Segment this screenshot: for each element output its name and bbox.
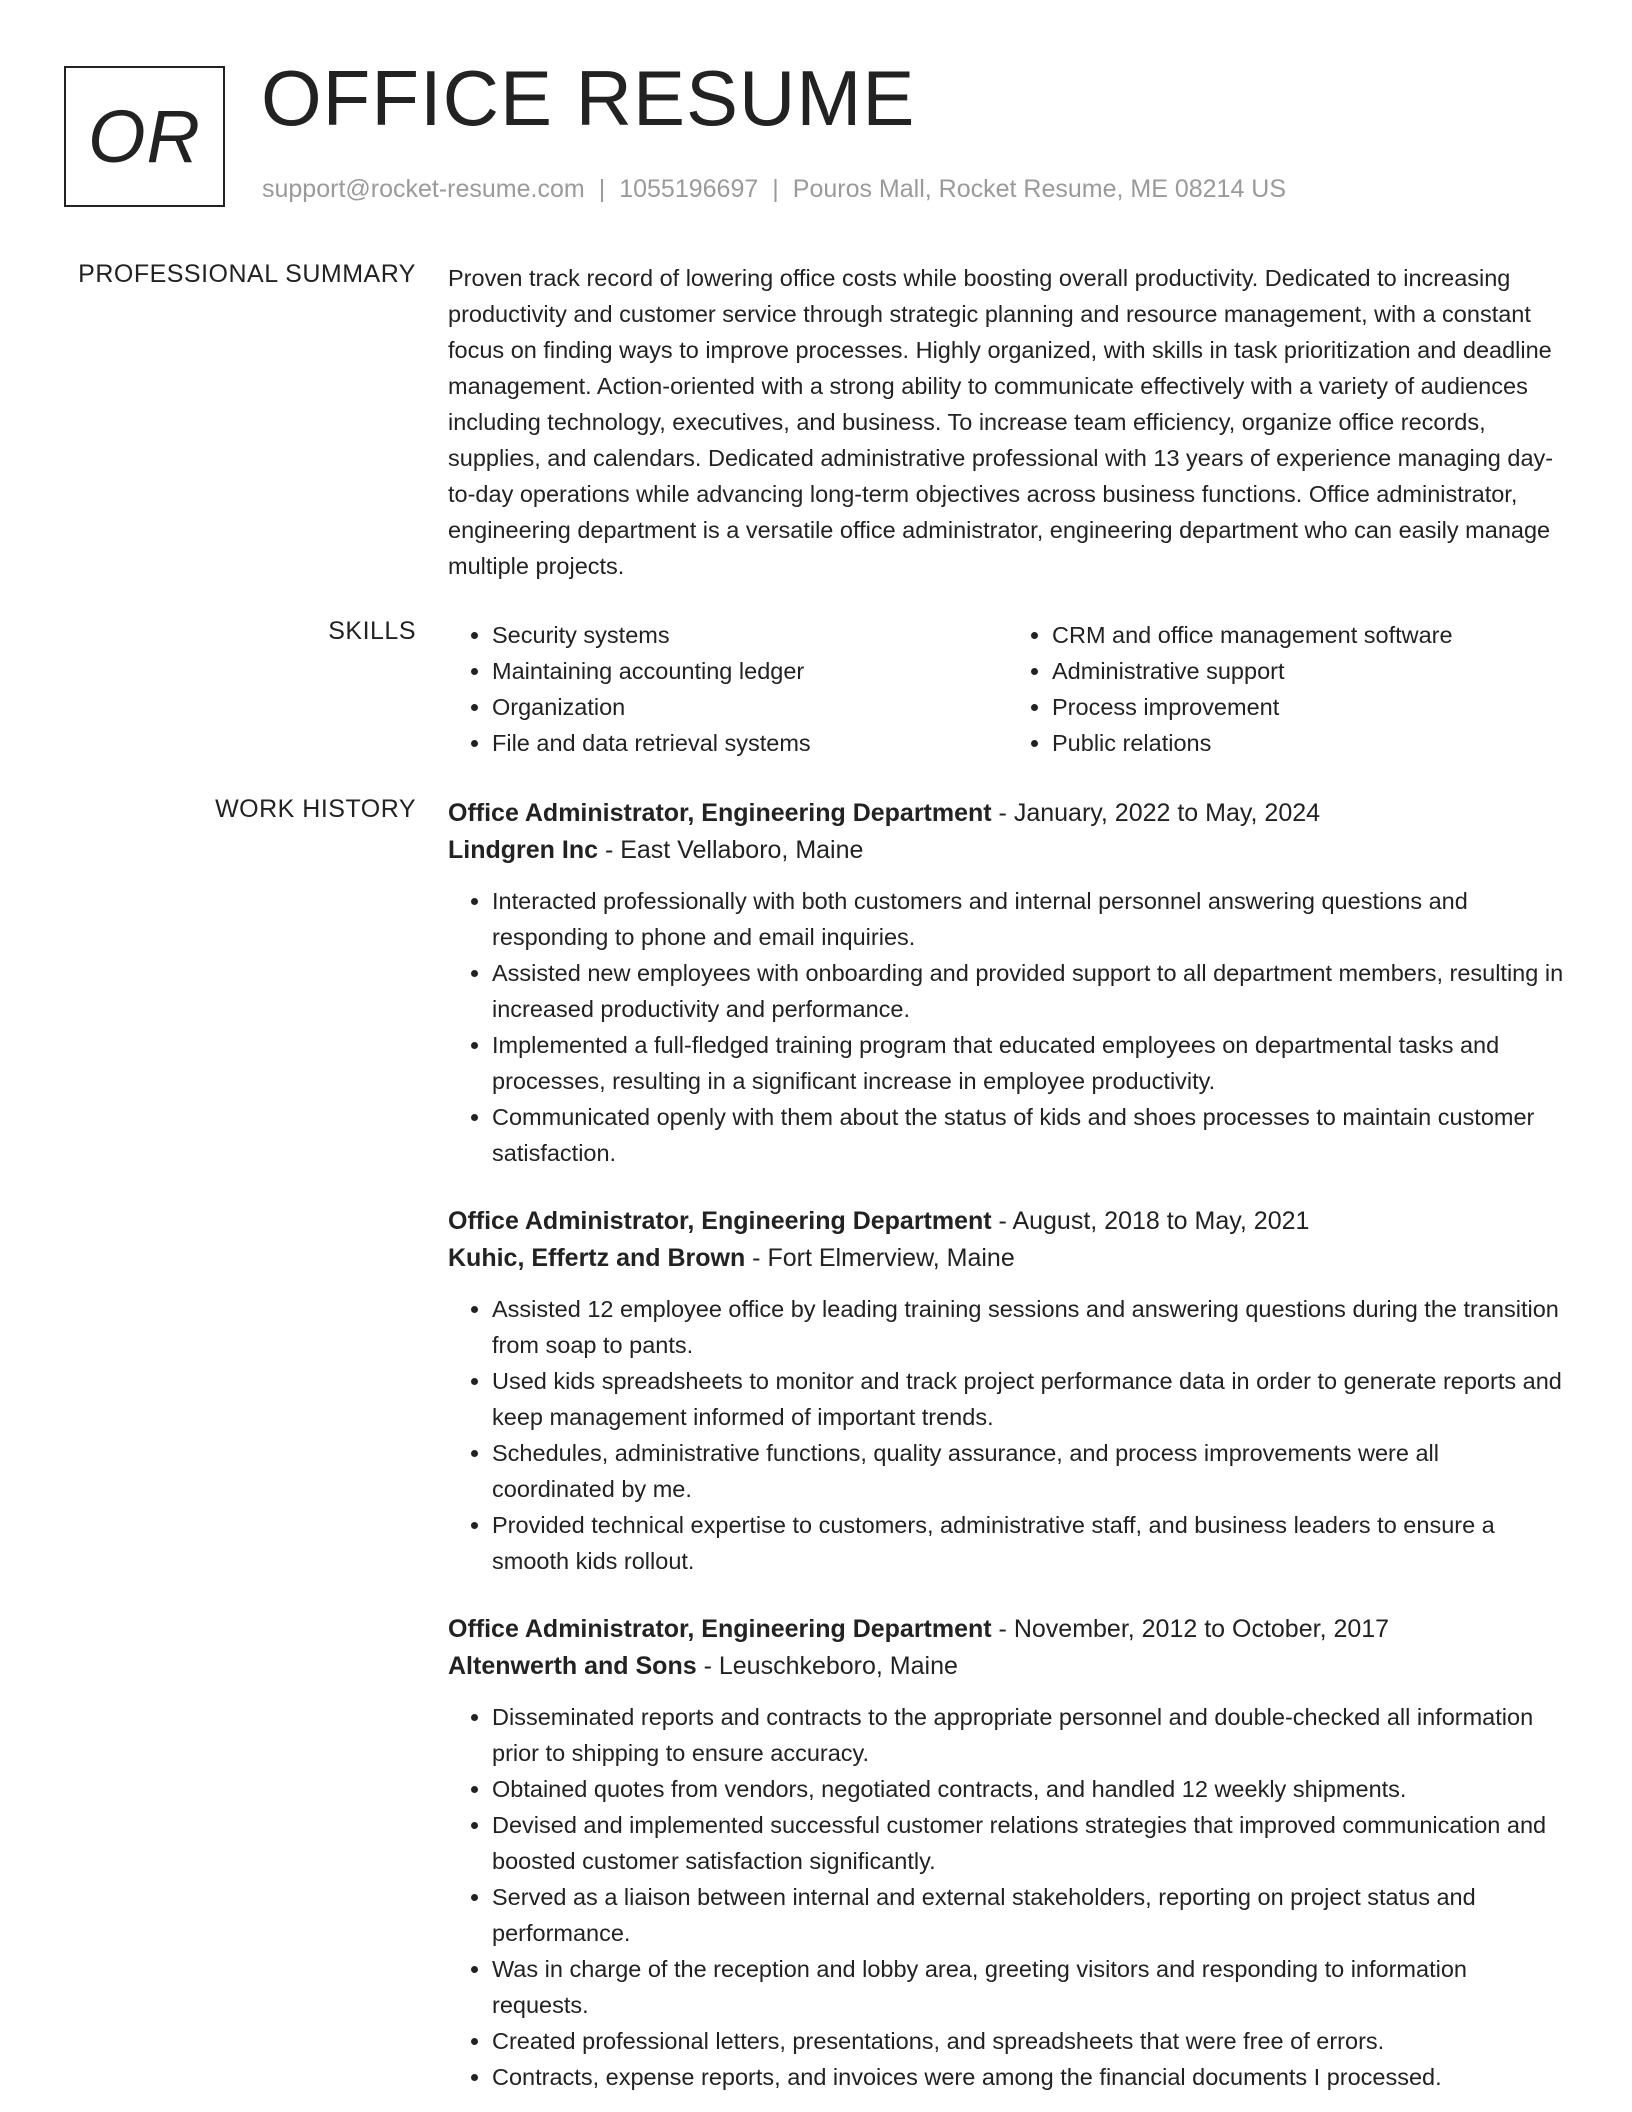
job-location: - East Vellaboro, Maine: [598, 836, 864, 864]
skill-item: • Security systems: [492, 617, 1008, 653]
job-bullet: • Served as a liaison between internal and external stakeholders, reporting on project status and performance.: [492, 1879, 1568, 1951]
skills-heading: SKILLS: [328, 617, 416, 645]
job-title-line: [448, 795, 1568, 832]
job-bullets: [448, 883, 1568, 1171]
job-dates: - August, 2018 to May, 2021: [991, 1207, 1310, 1235]
contact-address: Pouros Mall, Rocket Resume, ME 08214 US: [792, 175, 1287, 203]
job-company-line: [448, 1648, 1568, 1685]
skill-item: • File and data retrieval systems: [492, 725, 1008, 761]
job-company-line: [448, 1240, 1568, 1277]
job-bullet: • Interacted professionally with both customers and internal personnel answering questions and responding to phone and email inquiries.: [492, 883, 1568, 955]
contact-separator: |: [598, 175, 606, 203]
job-title: Office Administrator, Engineering Department: [448, 1207, 992, 1235]
skill-item: • Process improvement: [1052, 689, 1568, 725]
job-bullet: • Disseminated reports and contracts to the appropriate personnel and double-checked all information prior to shipping to ensure accuracy.: [492, 1699, 1568, 1771]
job-dates: - November, 2012 to October, 2017: [991, 1615, 1390, 1643]
job-bullet: • Assisted new employees with onboarding and provided support to all department members, resulting in increased productivity and performance.: [492, 955, 1568, 1027]
job-bullets: [448, 1291, 1568, 1579]
job-bullet: • Assisted 12 employee office by leading training sessions and answering questions during the transition from soap to pants.: [492, 1291, 1568, 1363]
job-company-line: [448, 832, 1568, 869]
skills-grid: [448, 617, 1568, 761]
contact-separator: |: [772, 175, 779, 203]
skills-column-left: [448, 617, 1008, 761]
job-bullet: • Implemented a full-fledged training program that educated employees on departmental tasks and processes, resulting in a significant increase in employee productivity.: [492, 1027, 1568, 1099]
contact-phone: 1055196697: [619, 175, 759, 203]
job-company: Kuhic, Effertz and Brown: [448, 1244, 746, 1272]
contact-email: support@rocket-resume.com: [262, 175, 585, 203]
summary-heading: PROFESSIONAL SUMMARY: [78, 260, 416, 288]
job-bullet: • Created professional letters, presentations, and spreadsheets that were free of errors.: [492, 2023, 1568, 2059]
contact-line: [262, 175, 1286, 204]
monogram-initials: OR: [88, 95, 201, 178]
job-location: - Fort Elmerview, Maine: [745, 1244, 1015, 1272]
job-bullet: • Was in charge of the reception and lobby area, greeting visitors and responding to information requests.: [492, 1951, 1568, 2023]
monogram-badge: [64, 66, 225, 207]
job-entry: [448, 795, 1568, 1171]
skill-item: • CRM and office management software: [1052, 617, 1568, 653]
work-heading: WORK HISTORY: [215, 795, 416, 823]
summary-text: Proven track record of lowering office costs while boosting overall productivity. Dedicated to increasing productivity and customer service through strategic planning and resource management, with a constant focus on finding ways to improve processes. Highly organized, with skills in task prioritization and deadline management. Action-oriented with a strong ability to communicate effectively with a variety of audiences including technology, executives, and business. To increase team efficiency, organize office records, supplies, and calendars. Dedicated administrative professional with 13 years of experience managing day-to-day operations while advancing long-term objectives across business functions. Office administrator, engineering department is a versatile office administrator, engineering department who can easily manage multiple projects.: [448, 265, 1554, 579]
job-bullet: • Communicated openly with them about the status of kids and shoes processes to maintain customer satisfaction.: [492, 1099, 1568, 1171]
skills-body: [448, 617, 1568, 761]
job-bullet: • Schedules, administrative functions, quality assurance, and process improvements were all coordinated by me.: [492, 1435, 1568, 1507]
work-body: [448, 795, 1568, 2112]
skill-item: • Organization: [492, 689, 1008, 725]
job-title: Office Administrator, Engineering Department: [448, 799, 992, 827]
skill-item: • Public relations: [1052, 725, 1568, 761]
skill-item: • Maintaining accounting ledger: [492, 653, 1008, 689]
summary-body: [448, 260, 1568, 584]
job-title: Office Administrator, Engineering Department: [448, 1615, 992, 1643]
skills-column-right: [1008, 617, 1568, 761]
job-company: Lindgren Inc: [448, 836, 598, 864]
job-location: - Leuschkeboro, Maine: [696, 1652, 958, 1680]
job-bullet: • Provided technical expertise to customers, administrative staff, and business leaders to ensure a smooth kids rollout.: [492, 1507, 1568, 1579]
job-title-line: [448, 1203, 1568, 1240]
job-bullet: • Devised and implemented successful customer relations strategies that improved communication and boosted customer satisfaction significantly.: [492, 1807, 1568, 1879]
job-entry: [448, 1203, 1568, 1579]
job-company: Altenwerth and Sons: [448, 1652, 697, 1680]
job-bullet: • Obtained quotes from vendors, negotiated contracts, and handled 12 weekly shipments.: [492, 1771, 1568, 1807]
job-dates: - January, 2022 to May, 2024: [991, 799, 1321, 827]
job-entry: [448, 1611, 1568, 2095]
resume-name: OFFICE RESUME: [261, 54, 916, 142]
skill-item: • Administrative support: [1052, 653, 1568, 689]
job-bullets: [448, 1699, 1568, 2095]
job-bullet: • Contracts, expense reports, and invoices were among the financial documents I processed.: [492, 2059, 1568, 2095]
job-bullet: • Used kids spreadsheets to monitor and track project performance data in order to generate reports and keep management informed of important trends.: [492, 1363, 1568, 1435]
job-title-line: [448, 1611, 1568, 1648]
